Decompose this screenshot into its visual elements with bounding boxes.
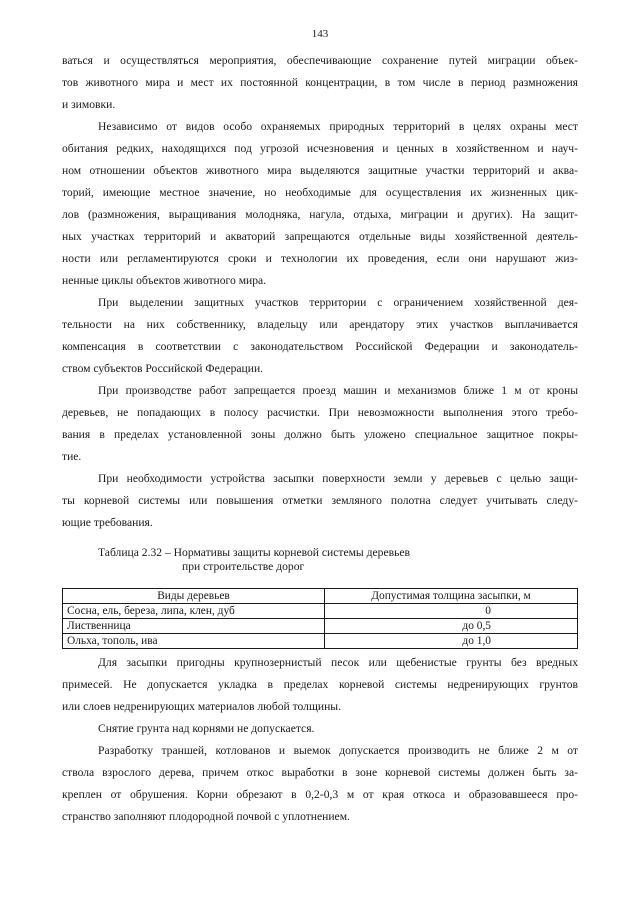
body-text-bottom [62, 652, 578, 828]
table-cell: Лиственница [63, 619, 325, 634]
text-line: Снятие грунта над корнями не допускается. [98, 722, 315, 735]
text-line: ствола взрослого дерева, причем откос выработки в зоне корневой системы должен быть за- [62, 766, 578, 779]
text-line: тие. [62, 450, 82, 463]
paragraph-7 [62, 718, 578, 740]
text-line: деревьев, не попадающих в полосу расчистки. При невозможности выполнения этого требо- [62, 406, 578, 419]
text-line: или слоев недренирующих материалов любой толщины. [62, 700, 341, 713]
text-line: Для засыпки пригодны крупнозернистый песок или щебенистые грунты без вредных [98, 656, 578, 669]
text-line: лов (размножения, выращивания молодняка, нагула, отдыха, миграции и других). На защит- [62, 208, 578, 221]
table-cell: до 1,0 [325, 634, 578, 649]
paragraph-5 [62, 468, 578, 534]
paragraph-4 [62, 380, 578, 468]
text-line: обитания редких, находящихся под угрозой исчезновения и ценных в хозяйственном и науч- [62, 142, 578, 155]
text-line: компенсация в соответствии с законодательством Российской Федерации и законодатель- [62, 340, 578, 353]
text-line: ством субъектов Российской Федерации. [62, 362, 264, 375]
table-header-cell: Виды деревьев [63, 589, 325, 604]
table-caption-line-2: при строительстве дорог [182, 560, 305, 573]
text-line: Независимо от видов особо охраняемых природных территорий в целях охраны мест [98, 120, 578, 133]
table-cell: Ольха, тополь, ива [63, 634, 325, 649]
text-line: примесей. Не допускается укладка в пределах корневой системы недренирующих грунтов [62, 678, 578, 691]
text-line: тов животного мира и мест их постоянной концентрации, в том числе в период размножения [62, 76, 578, 89]
text-line: При производстве работ запрещается проезд машин и механизмов ближе 1 м от кроны [98, 384, 578, 397]
text-line: ности или регламентируются сроки и технологии их проведения, если они нарушают жиз- [62, 252, 578, 265]
paragraph-6 [62, 652, 578, 718]
text-line: При выделении защитных участков территории с ограничением хозяйственной дея- [98, 296, 578, 309]
table-cell: Сосна, ель, береза, липа, клен, дуб [63, 604, 325, 619]
paragraph-2 [62, 116, 578, 292]
body-text-top [62, 50, 578, 534]
text-line: вания в пределах установленной зоны должно быть уложено специальное защитное покры- [62, 428, 578, 441]
text-line: ваться и осуществляться мероприятия, обеспечивающие сохранение путей миграции объек- [62, 54, 578, 67]
text-line: креплен от обрушения. Корни обрезают в 0,2-0,3 м от края откоса и образовавшееся про- [62, 788, 578, 801]
table-cell: до 0,5 [325, 619, 578, 634]
paragraph-8 [62, 740, 578, 828]
table-row [63, 634, 578, 649]
table-caption [98, 546, 410, 574]
text-line: ющие требования. [62, 516, 153, 529]
table-row [63, 604, 578, 619]
page-number: 143 [311, 28, 329, 40]
table-cell: 0 [325, 604, 578, 619]
table-header-row [63, 589, 578, 604]
paragraph-3 [62, 292, 578, 380]
text-line: Разработку траншей, котлованов и выемок допускается производить не ближе 2 м от [98, 744, 578, 757]
text-line: странство заполняют плодородной почвой с уплотнением. [62, 810, 350, 823]
table-caption-line-1: Таблица 2.32 – Нормативы защиты корневой системы деревьев [98, 546, 410, 559]
text-line: ненные циклы объектов животного мира. [62, 274, 267, 287]
tree-protection-table [62, 588, 578, 649]
text-line: торий, имеющие местное значение, но необходимые для осуществления их жизненных цик- [62, 186, 578, 199]
text-line: и зимовки. [62, 98, 116, 111]
table-header-cell: Допустимая толщина засыпки, м [325, 589, 578, 604]
table-row [63, 619, 578, 634]
paragraph-1 [62, 50, 578, 116]
text-line: При необходимости устройства засыпки поверхности земли у деревьев с целью защи- [98, 472, 578, 485]
text-line: ном отношении объектов животного мира выделяются защитные участки территорий и аква- [62, 164, 578, 177]
text-line: ных участках территорий и акваторий запрещаются отдельные виды хозяйственной деятель- [62, 230, 578, 243]
text-line: ты корневой системы или повышения отметки земляного полотна следует учитывать следу- [62, 494, 578, 507]
text-line: тельности на них собственнику, владельцу или арендатору этих участков выплачивается [62, 318, 578, 331]
